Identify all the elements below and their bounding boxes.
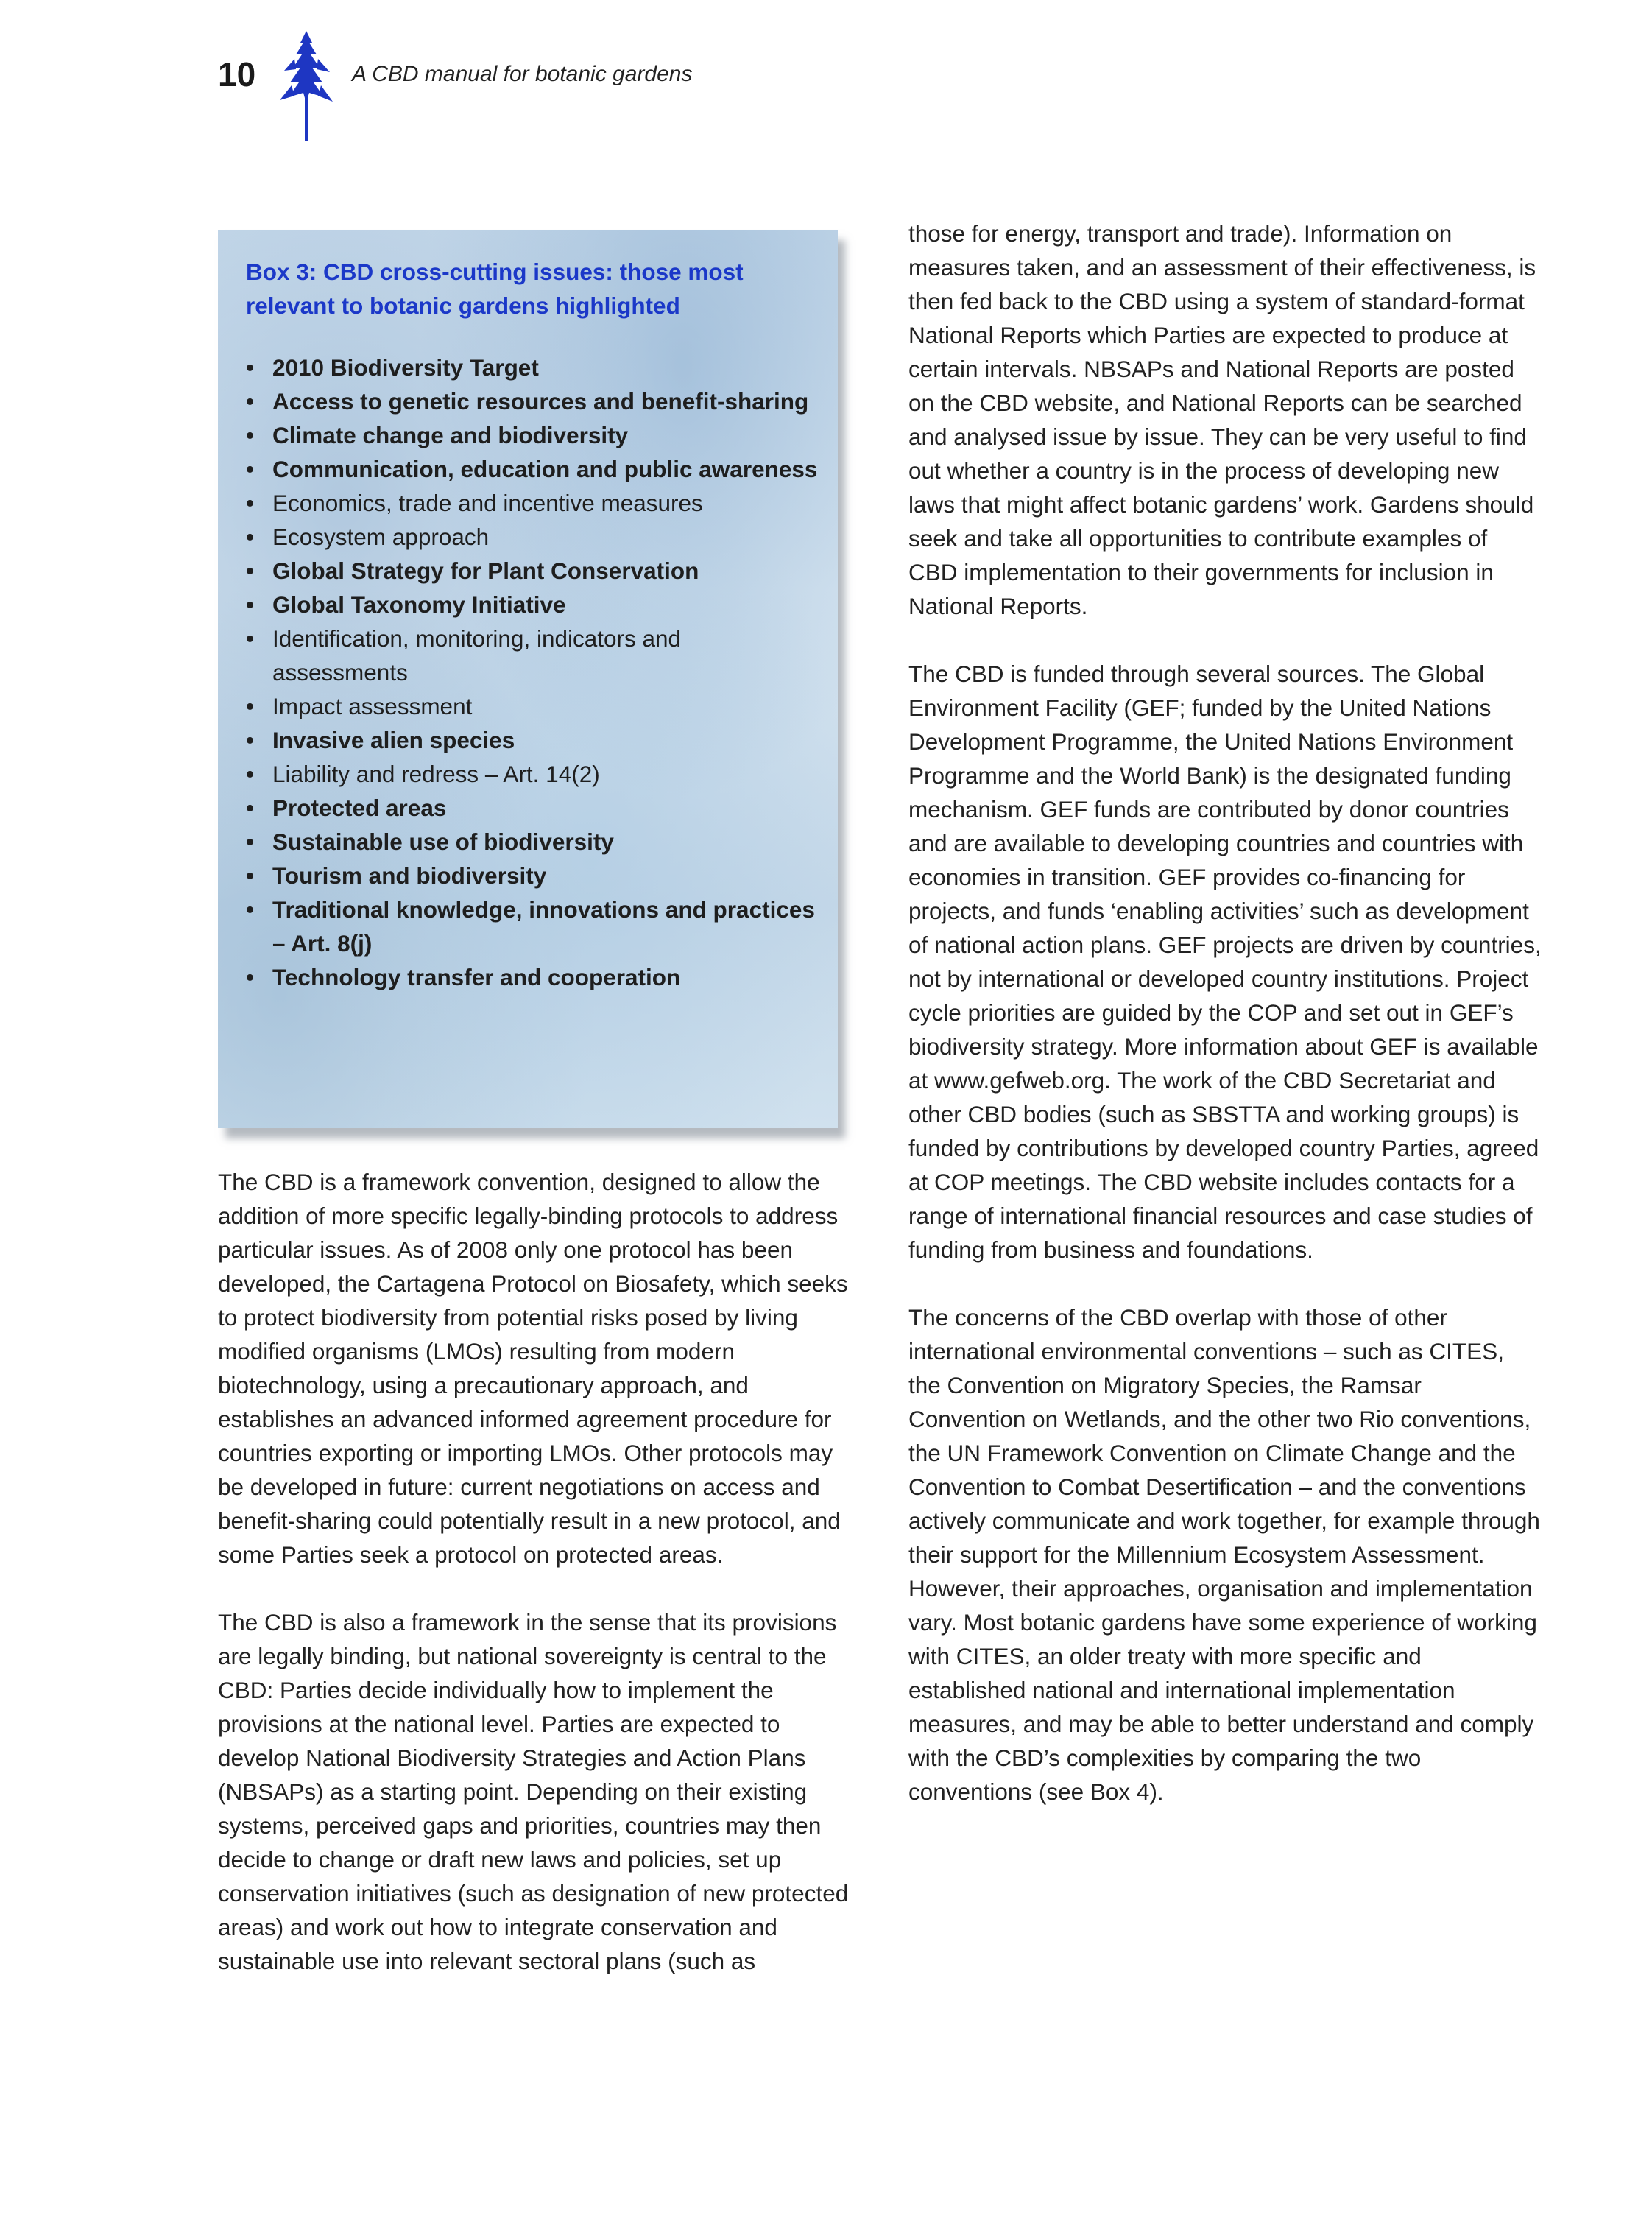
box-3-cross-cutting-issues: [218, 230, 838, 1128]
list-item: • Technology transfer and cooperation: [246, 960, 820, 994]
running-title: A CBD manual for botanic gardens: [352, 62, 693, 86]
list-item: • Invasive alien species: [246, 723, 820, 757]
list-item: • Liability and redress – Art. 14(2): [246, 757, 820, 791]
cross-cutting-issues-list: [246, 351, 820, 994]
page-number: 10: [218, 55, 256, 94]
list-item: • Impact assessment: [246, 689, 820, 723]
list-item: • Access to genetic resources and benefit-sharing: [246, 384, 820, 418]
list-item: • Global Strategy for Plant Conservation: [246, 554, 820, 588]
list-item: • Economics, trade and incentive measures: [246, 486, 820, 520]
body-paragraph: those for energy, transport and trade). Information on measures taken, and an assessment of their effectiveness, is then fed back to the CBD using a system of standard-format National Reports which Parties are expected to produce at certain intervals. NBSAPs and National Reports are posted on the CBD website, and National Reports can be searched and analysed issue by issue. They can be very useful to find out whether a country is in the process of developing new laws that might affect botanic gardens’ work. Gardens should seek and take all opportunities to contribute examples of CBD implementation to their governments for inclusion in National Reports.: [908, 220, 1536, 619]
conifer-tree-icon: [278, 29, 334, 141]
list-item: • Communication, education and public awareness: [246, 452, 820, 486]
list-item: • Tourism and biodiversity: [246, 859, 820, 893]
left-column: [218, 1165, 851, 2012]
body-paragraph: The CBD is a framework convention, designed to allow the addition of more specific legally-binding protocols to address particular issues. As of 2008 only one protocol has been developed, the Cartagena Protocol on Biosafety, which seeks to protect biodiversity from potential risks posed by living modified organisms (LMOs) resulting from modern biotechnology, using a precautionary approach, and establishes an advanced informed agreement procedure for countries exporting or importing LMOs. Other protocols may be developed in future: current negotiations on access and benefit-sharing could potentially result in a new protocol, and some Parties seek a protocol on protected areas.: [218, 1169, 848, 1568]
body-paragraph: The CBD is also a framework in the sense that its provisions are legally binding, but national sovereignty is central to the CBD: Parties decide individually how to implement the provisions at the national level. Parties are expected to develop National Biodiversity Strategies and Action Plans (NBSAPs) as a starting point. Depending on their existing systems, perceived gaps and priorities, countries may then decide to change or draft new laws and policies, set up conservation initiatives (such as designation of new protected areas) and work out how to integrate conservation and sustainable use into relevant sectoral plans (such as: [218, 1609, 849, 1974]
body-paragraph: The concerns of the CBD overlap with those of other international environmental conventions – such as CITES, the Convention on Migratory Species, the Ramsar Convention on Wetlands, and the other two Rio conventions, the UN Framework Convention on Climate Change and the Convention to Combat Desertification – and the conventions actively communicate and work together, for example through their support for the Millennium Ecosystem Assessment. However, their approaches, organisation and implementation vary. Most botanic gardens have some experience of working with CITES, an older treaty with more specific and established national and international implementation measures, and may be able to better understand and comply with the CBD’s complexities by comparing the two conventions (see Box 4).: [908, 1304, 1540, 1805]
list-item: • Global Taxonomy Initiative: [246, 588, 820, 622]
list-item: • Identification, monitoring, indicators and assessments: [246, 622, 820, 689]
list-item: • 2010 Biodiversity Target: [246, 351, 820, 384]
list-item: • Climate change and biodiversity: [246, 418, 820, 452]
list-item: • Ecosystem approach: [246, 520, 820, 554]
list-item: • Protected areas: [246, 791, 820, 825]
list-item: • Traditional knowledge, innovations and practices – Art. 8(j): [246, 893, 820, 960]
box-title: Box 3: CBD cross-cutting issues: those most relevant to botanic gardens highlighted: [246, 258, 744, 319]
right-column: [908, 216, 1542, 1842]
body-paragraph: The CBD is funded through several sources. The Global Environment Facility (GEF; funded by the United Nations Development Programme, the United Nations Environment Programme and the World Bank) is the designated funding mechanism. GEF funds are contributed by donor countries and are available to developing countries and countries with economies in transition. GEF provides co-financing for projects, and funds ‘enabling activities’ such as development of national action plans. GEF projects are driven by countries, not by international or developed country institutions. Project cycle priorities are guided by the COP and set out in GEF’s biodiversity strategy. More information about GEF is available at www.gefweb.org. The work of the CBD Secretariat and other CBD bodies (such as SBSTTA and working groups) is funded by contributions by developed country Parties, agreed at COP meetings. The CBD website includes contacts for a range of international financial resources and case studies of funding from business and foundations.: [908, 661, 1542, 1263]
list-item: • Sustainable use of biodiversity: [246, 825, 820, 859]
